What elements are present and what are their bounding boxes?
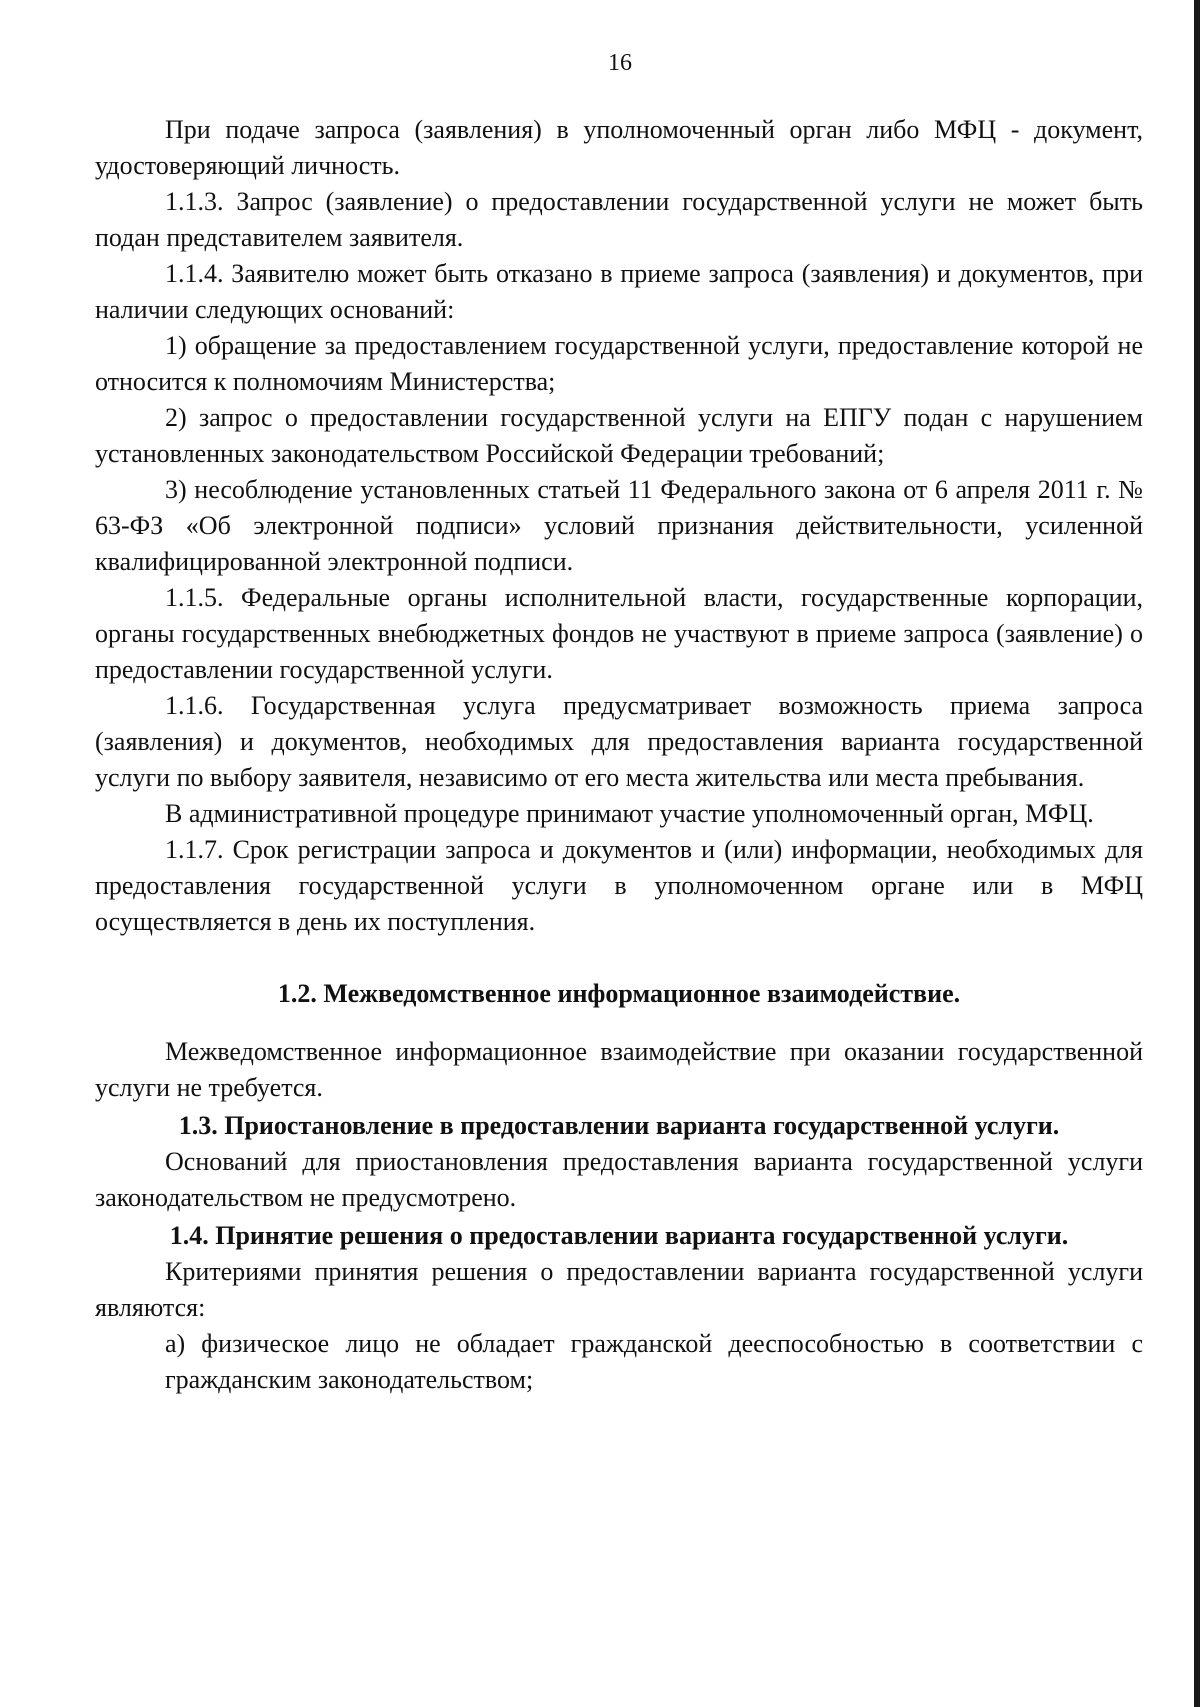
section-heading-1-2: 1.2. Межведомственное информационное взаимодействие. (277, 979, 961, 1008)
paragraph-1-1-3: 1.1.3. Запрос (заявление) о предоставлении государственной услуги не может быть подан представителем заявителя. (95, 187, 1143, 252)
document-body (95, 112, 1143, 1398)
list-item-2: 2) запрос о предоставлении государственной услуги на ЕПГУ подан с нарушением установленных законодательством Российской Федерации требований; (95, 403, 1143, 468)
paragraph-1-1-5: 1.1.5. Федеральные органы исполнительной власти, государственные корпорации, органы государственных внебюджетных фондов не участвуют в приеме запроса (заявление) о предоставлении государственной услуги. (95, 583, 1143, 684)
paragraph-admin-procedure: В административной процедуре принимают участие уполномоченный орган, МФЦ. (165, 799, 1094, 828)
page-number: 16 (608, 50, 632, 76)
paragraph-identity-document: При подаче запроса (заявления) в уполномоченный орган либо МФЦ - документ, удостоверяющий личность. (95, 115, 1143, 180)
list-item-3: 3) несоблюдение установленных статьей 11 Федерального закона от 6 апреля 2011 г. № 63-ФЗ «Об электронной подписи» условий признания действительности, усиленной квалифицированной электронной подписи. (95, 475, 1143, 576)
list-item-1: 1) обращение за предоставлением государственной услуги, предоставление которой не относится к полномочиям Министерства; (95, 331, 1143, 396)
section-1-2-text: Межведомственное информационное взаимодействие при оказании государственной услуги не требуется. (95, 1037, 1143, 1102)
section-heading-1-4: 1.4. Принятие решения о предоставлении варианта государственной услуги. (169, 1221, 1069, 1250)
paragraph-1-1-7: 1.1.7. Срок регистрации запроса и документов и (или) информации, необходимых для предоставления государственной услуги в уполномоченном органе или в МФЦ осуществляется в день их поступления. (95, 835, 1143, 936)
scan-edge-border (1194, 0, 1200, 1707)
paragraph-1-1-6: 1.1.6. Государственная услуга предусматривает возможность приема запроса (заявления) и документов, необходимых для предоставления варианта государственной услуги по выбору заявителя, независимо от его места жительства или места пребывания. (95, 691, 1143, 792)
section-1-3-text: Оснований для приостановления предоставления варианта государственной услуги законодательством не предусмотрено. (95, 1147, 1143, 1212)
paragraph-1-1-4: 1.1.4. Заявителю может быть отказано в приеме запроса (заявления) и документов, при наличии следующих оснований: (95, 259, 1143, 324)
section-heading-1-3: 1.3. Приостановление в предоставлении варианта государственной услуги. (178, 1111, 1060, 1140)
criteria-item-a: а) физическое лицо не обладает гражданской дееспособностью в соответствии с гражданским законодательством; (165, 1329, 1143, 1394)
section-1-4-text: Критериями принятия решения о предоставлении варианта государственной услуги являются: (95, 1257, 1143, 1322)
